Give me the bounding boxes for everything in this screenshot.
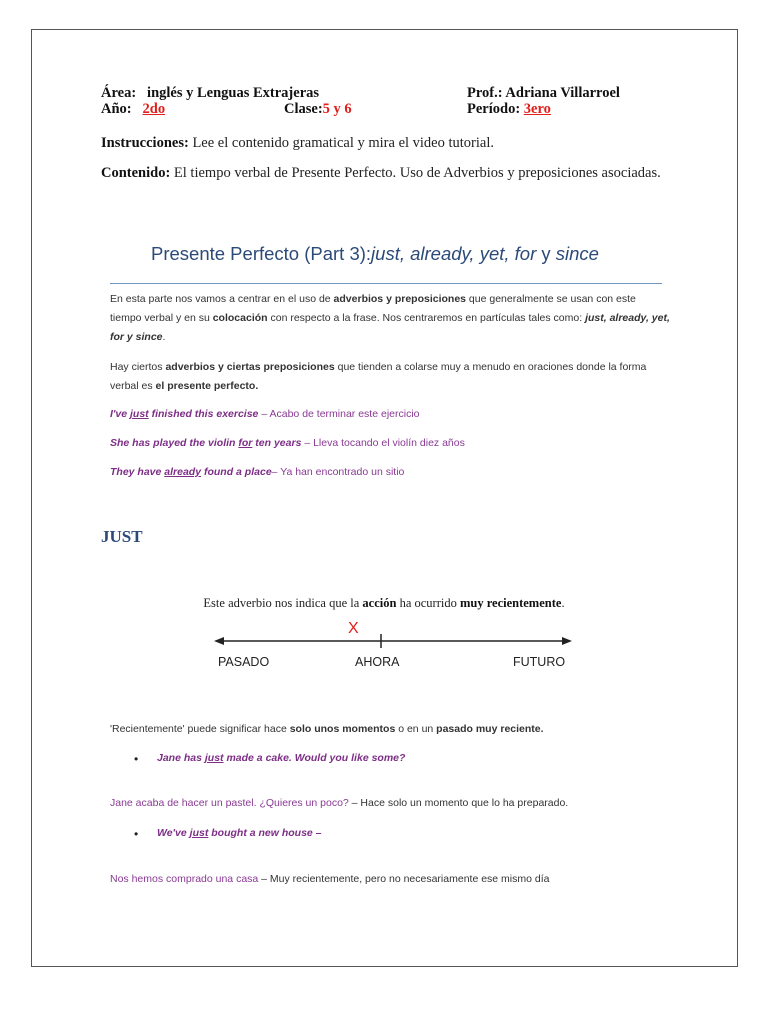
intro-paragraph-1: En esta parte nos vamos a centrar en el uso de adverbios y preposiciones que generalmente se usan con este tiempo verbal y en su colocación con respecto a la frase. Nos centraremos en partículas tales como: just, already, yet, for y since. (110, 293, 670, 343)
recent-mark: X (348, 620, 359, 637)
timeline-arrow (212, 620, 574, 654)
contenido: Contenido: El tiempo verbal de Presente Perfecto. Uso de Adverbios y preposiciones asociadas. (101, 165, 661, 181)
bullet-dot: • (134, 752, 139, 766)
lesson-title: Presente Perfecto (Part 3):just, already, yet, for y since (151, 243, 599, 264)
translation-2: Nos hemos comprado una casa – Muy recientemente, pero no necesariamente ese mismo día (110, 873, 550, 885)
example-2: She has played the violin for ten years – Lleva tocando el violín diez años (110, 437, 465, 449)
example-3: They have already found a place– Ya han encontrado un sitio (110, 466, 405, 478)
timeline-caption: Este adverbio nos indica que la acción ha ocurrido muy recientemente. (203, 596, 565, 610)
timeline-right-arrowhead (562, 637, 572, 645)
intro-paragraph-2: Hay ciertos adverbios y ciertas preposiciones que tienden a colarse muy a menudo en oraciones donde la forma verbal es el presente perfecto. (110, 361, 647, 392)
bullet-example-2: We've just bought a new house – (157, 827, 322, 839)
translation-1: Jane acaba de hacer un pastel. ¿Quieres un poco? – Hace solo un momento que lo ha preparado. (110, 797, 569, 809)
timeline-left-arrowhead (214, 637, 224, 645)
clase-field: Clase:5 y 6 (284, 101, 352, 117)
label-past: PASADO (218, 655, 270, 669)
label-future: FUTURO (513, 655, 566, 669)
bullet-dot: • (134, 827, 139, 841)
prof-field: Prof.: Adriana Villarroel (467, 85, 620, 101)
example-1: I've just finished this exercise – Acabo de terminar este ejercicio (110, 408, 420, 420)
bullet-example-1: Jane has just made a cake. Would you like some? (157, 752, 406, 764)
recientemente-note: 'Recientemente' puede significar hace solo unos momentos o en un pasado muy reciente. (110, 723, 544, 735)
periodo-field: Período: 3ero (467, 101, 551, 117)
area-field: Área: inglés y Lenguas Extrajeras (101, 85, 320, 101)
instrucciones: Instrucciones: Lee el contenido gramatical y mira el video tutorial. (101, 135, 494, 151)
label-now: AHORA (355, 655, 400, 669)
just-heading: JUST (101, 527, 143, 546)
anio-field: Año: 2do (101, 101, 166, 117)
title-rule (110, 283, 662, 284)
